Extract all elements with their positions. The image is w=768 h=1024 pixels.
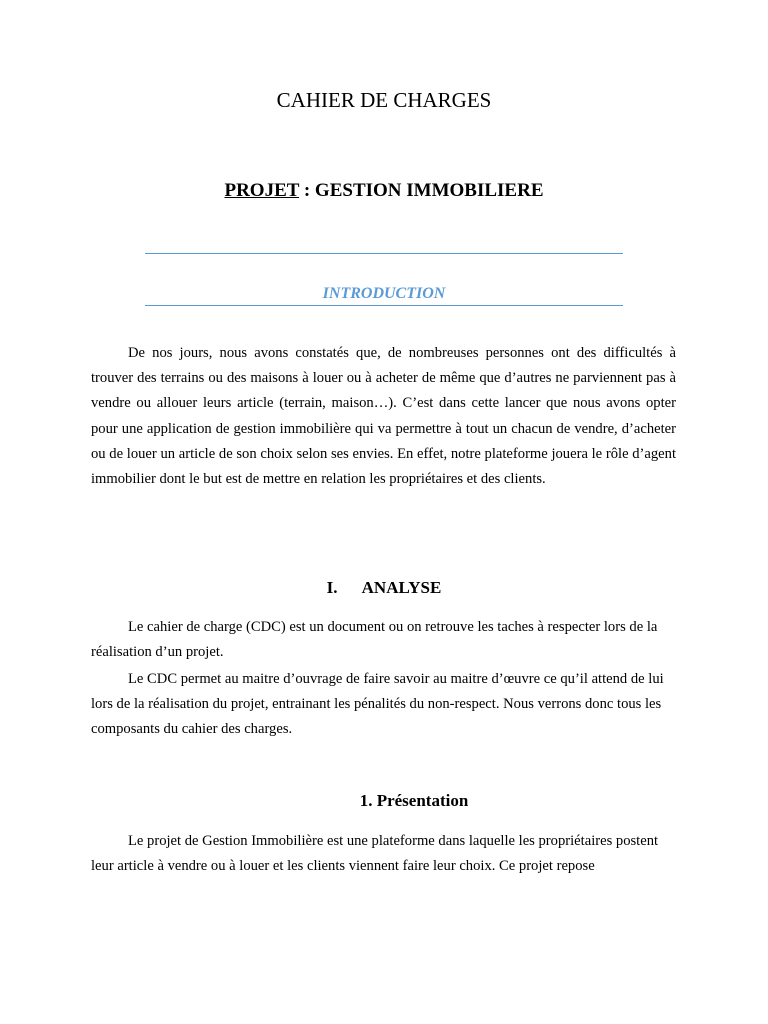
introduction-heading: INTRODUCTION [322, 285, 446, 302]
introduction-paragraph: De nos jours, nous avons constatés que, de nombreuses personnes ont des difficultés à trouver des terrains ou des maisons à louer ou à acheter de même que d’autres ne parviennent pas à vendre ou allouer leurs article (terrain, maison…). C’est dans cette lancer que nous avons opter pour une application de gestion immobilière qui va permettre à tout un chacun de vendre, d’acheter ou de louer un article de son choix selon ses envies. En effet, notre plateforme jouera le rôle d’agent immobilier dont le but est de mettre en relation les propriétaires et des clients. [91, 345, 676, 488]
document-title: CAHIER DE CHARGES [276, 88, 492, 112]
subsection-heading-presentation: 1. Présentation [359, 791, 469, 810]
introduction-bottom-rule [145, 305, 623, 306]
introduction-top-rule [145, 253, 623, 254]
project-title [0, 178, 768, 204]
analyse-paragraph-2: Le CDC permet au maitre d’ouvrage de faire savoir au maitre d’œuvre ce qu’il attend de lui lors de la réalisation du projet, entrainant les pénalités du non-respect. Nous verrons donc tous les composants du cahier des charges. [91, 671, 664, 738]
project-keyword: PROJET [224, 180, 300, 201]
presentation-paragraph: Le projet de Gestion Immobilière est une plateforme dans laquelle les propriétaires postent leur article à vendre ou à louer et les clients viennent faire leur choix. Ce projet repose [91, 833, 659, 875]
analyse-paragraph-1: Le cahier de charge (CDC) est un document ou on retrouve les taches à respecter lors de la réalisation d’un projet. [91, 619, 658, 661]
section-heading-analyse [0, 576, 768, 600]
section-title: ANALYSE [361, 578, 442, 597]
project-name: : GESTION IMMOBILIERE [299, 180, 544, 201]
section-number: I. [326, 578, 338, 597]
